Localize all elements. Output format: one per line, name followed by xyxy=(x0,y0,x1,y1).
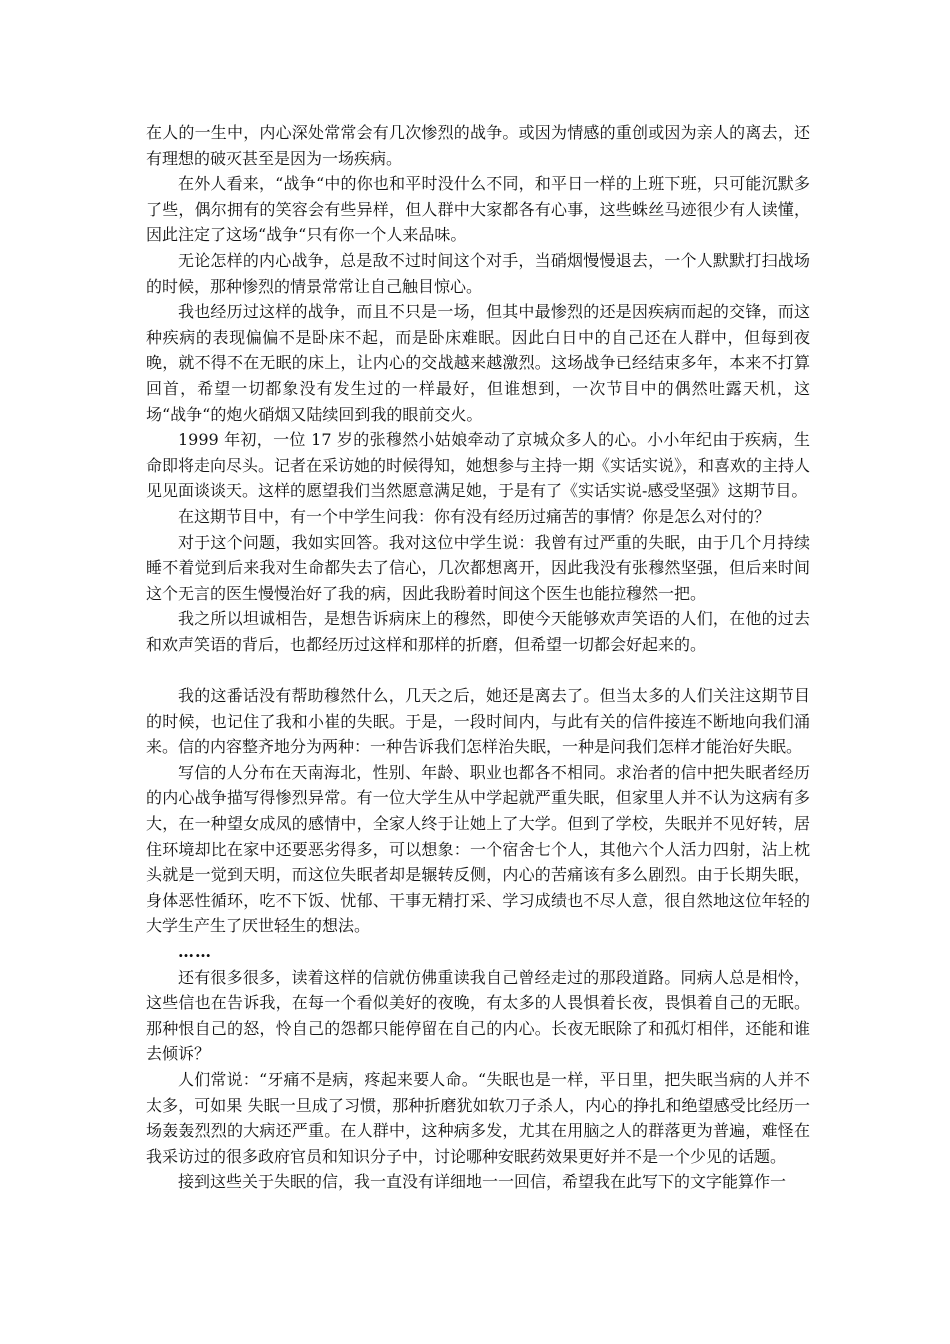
paragraph: 写信的人分布在天南海北，性别、年龄、职业也都各不相同。求治者的信中把失眠者经历的内心战争描写得惨烈异常。有一位大学生从中学起就严重失眠，但家里人并不认为这病有多大，在一种望女成凤的感情中，全家人终于让她上了大学。但到了学校，失眠并不见好转，居住环境却比在家中还要恶劣得多，可以想象：一个宿舍七个人，其他六个人活力四射，沾上枕头就是一觉到天明，而这位失眠者却是辗转反侧，内心的苦痛该有多么剧烈。由于长期失眠，身体恶性循环，吃不下饭、忧郁、干事无精打采、学习成绩也不尽人意，很自然地这位年轻的大学生产生了厌世轻生的想法。 xyxy=(146,762,810,936)
paragraph: 人们常说：“牙痛不是病，疼起来要人命。“失眠也是一样，平日里，把失眠当病的人并不太多，可如果 失眠一旦成了习惯，那种折磨犹如软刀子杀人，内心的挣扎和绝望感受比经历一场轰轰烈烈的大病还严重。在人群中，这种病多发，尤其在用脑之人的群落更为普遍，难怪在我采访过的很多政府官员和知识分子中，讨论哪种安眠药效果更好并不是一个少见的话题。 xyxy=(146,1069,810,1166)
paragraph: 在外人看来，“战争“中的你也和平时没什么不同，和平日一样的上班下班，只可能沉默多了些，偶尔拥有的笑容会有些异样，但人群中大家都各有心事，这些蛛丝马迹很少有人读懂，因此注定了这场“战争“只有你一个人来品味。 xyxy=(146,174,810,245)
paragraph-opening: 在人的一生中，内心深处常常会有几次惨烈的战争。或因为情感的重创或因为亲人的离去，还有理想的破灭甚至是因为一场疾病。 xyxy=(146,123,810,168)
ellipsis-line: …… xyxy=(178,942,212,961)
paragraph: 我之所以坦诚相告，是想告诉病床上的穆然，即使今天能够欢声笑语的人们，在他的过去和欢声笑语的背后，也都经历过这样和那样的折磨，但希望一切都会好起来的。 xyxy=(146,609,810,654)
paragraph: 1999 年初，一位 17 岁的张穆然小姑娘牵动了京城众多人的心。小小年纪由于疾病，生命即将走向尽头。记者在采访她的时候得知，她想参与主持一期《实话实说》，和喜欢的主持人见见面谈谈天。这样的愿望我们当然愿意满足她，于是有了《实话实说-感受坚强》这期节目。 xyxy=(146,430,811,501)
paragraph: 我的这番话没有帮助穆然什么，几天之后，她还是离去了。但当太多的人们关注这期节目的时候，也记住了我和小崔的失眠。于是，一段时间内，与此有关的信件接连不断地向我们涌来。信的内容整齐地分为两种：一种告诉我们怎样治失眠，一种是问我们怎样才能治好失眠。 xyxy=(146,686,810,757)
paragraph: 对于这个问题，我如实回答。我对这位中学生说：我曾有过严重的失眠，由于几个月持续睡不着觉到后来我对生命都失去了信心，几次都想离开，因此我没有张穆然坚强，但后来时间这个无言的医生慢慢治好了我的病，因此我盼着时间这个医生也能拉穆然一把。 xyxy=(146,532,810,603)
paragraph: 接到这些关于失眠的信，我一直没有详细地一一回信，希望我在此写下的文字能算作一 xyxy=(178,1172,787,1192)
paragraph: 我也经历过这样的战争，而且不只是一场，但其中最惨烈的还是因疾病而起的交锋，而这种疾病的表现偏偏不是卧床不起，而是卧床难眠。因此白日中的自己还在人群中，但每到夜晚，就不得不在无眠的床上，让内心的交战越来越激烈。这场战争已经结束多年，本来不打算回首，希望一切都象没有发生过的一样最好，但谁想到，一次节目中的偶然吐露天机，这场“战争“的炮火硝烟又陆续回到我的眼前交火。 xyxy=(146,302,810,424)
document-page xyxy=(146,120,810,1195)
blank-line xyxy=(146,657,810,683)
paragraph: 无论怎样的内心战争，总是敌不过时间这个对手，当硝烟慢慢退去，一个人默默打扫战场的时候，那种惨烈的情景常常让自己触目惊心。 xyxy=(146,250,810,296)
paragraph: 还有很多很多，读着这样的信就仿佛重读我自己曾经走过的那段道路。同病人总是相怜，这些信也在告诉我，在每一个看似美好的夜晚，有太多的人畏惧着长夜，畏惧着自己的无眠。那种恨自己的怒，怜自己的怨都只能停留在自己的内心。长夜无眠除了和孤灯相伴，还能和谁去倾诉？ xyxy=(146,967,810,1064)
paragraph: 在这期节目中，有一个中学生问我：你有没有经历过痛苦的事情？你是怎么对付的？ xyxy=(178,506,771,526)
